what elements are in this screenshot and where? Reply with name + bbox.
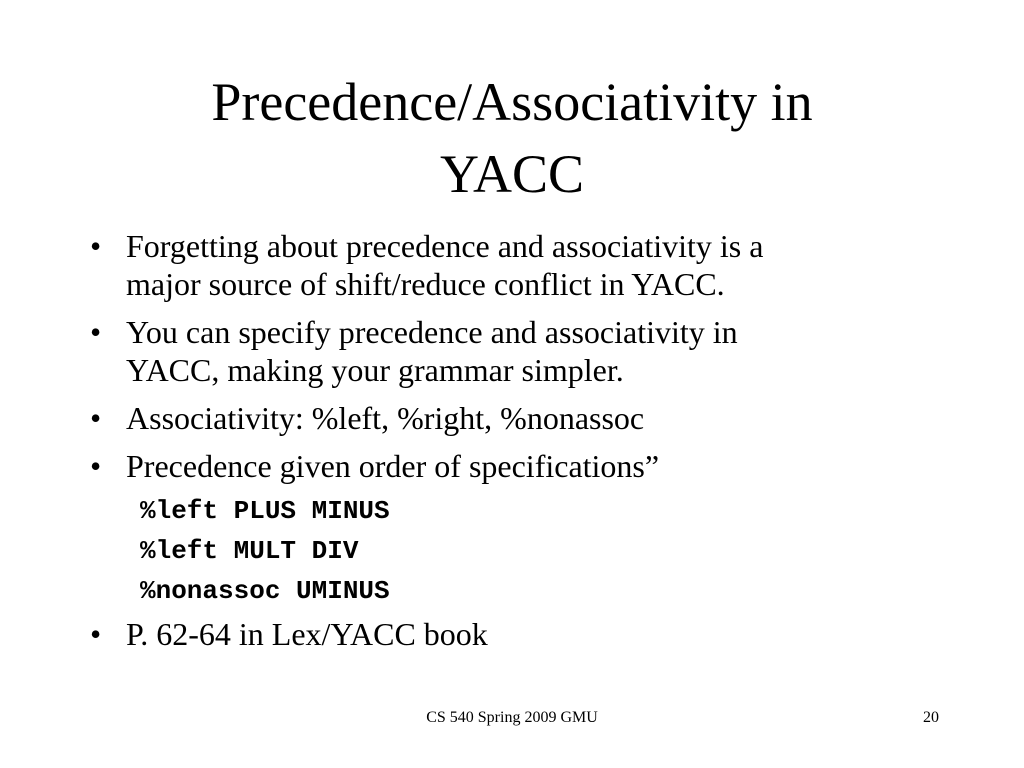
bullet-item [90, 313, 970, 389]
bullet-item [90, 227, 970, 303]
code-line: %left MULT DIV [140, 536, 359, 566]
footer-course-label: CS 540 Spring 2009 GMU [426, 709, 598, 726]
bullet-item [90, 447, 970, 485]
code-line: %nonassoc UMINUS [140, 576, 390, 606]
bullet-text: Forgetting about precedence and associativity is a [126, 228, 764, 264]
bullet-marker: • [90, 228, 102, 264]
code-line: %left PLUS MINUS [140, 496, 390, 526]
bullet-marker: • [90, 314, 102, 350]
slide-title [0, 66, 1024, 210]
code-block-wrapper [90, 491, 970, 611]
bullet-list [90, 227, 970, 663]
slide-title-line: YACC [439, 144, 585, 204]
bullet-marker: • [90, 616, 102, 652]
bullet-marker: • [90, 400, 102, 436]
bullet-text: You can specify precedence and associativity in [126, 314, 738, 350]
bullet-text: YACC, making your grammar simpler. [126, 352, 624, 388]
bullet-item [90, 615, 970, 653]
bullet-text: major source of shift/reduce conflict in YACC. [126, 266, 725, 302]
bullet-text: Precedence given order of specifications” [126, 448, 660, 484]
bullet-text: P. 62-64 in Lex/YACC book [126, 616, 488, 652]
slide-title-line: Precedence/Associativity in [211, 72, 813, 132]
bullet-marker: • [90, 448, 102, 484]
bullet-text: Associativity: %left, %right, %nonassoc [126, 400, 645, 436]
bullet-item [90, 399, 970, 437]
page-number: 20 [923, 709, 939, 726]
code-block [90, 491, 970, 611]
